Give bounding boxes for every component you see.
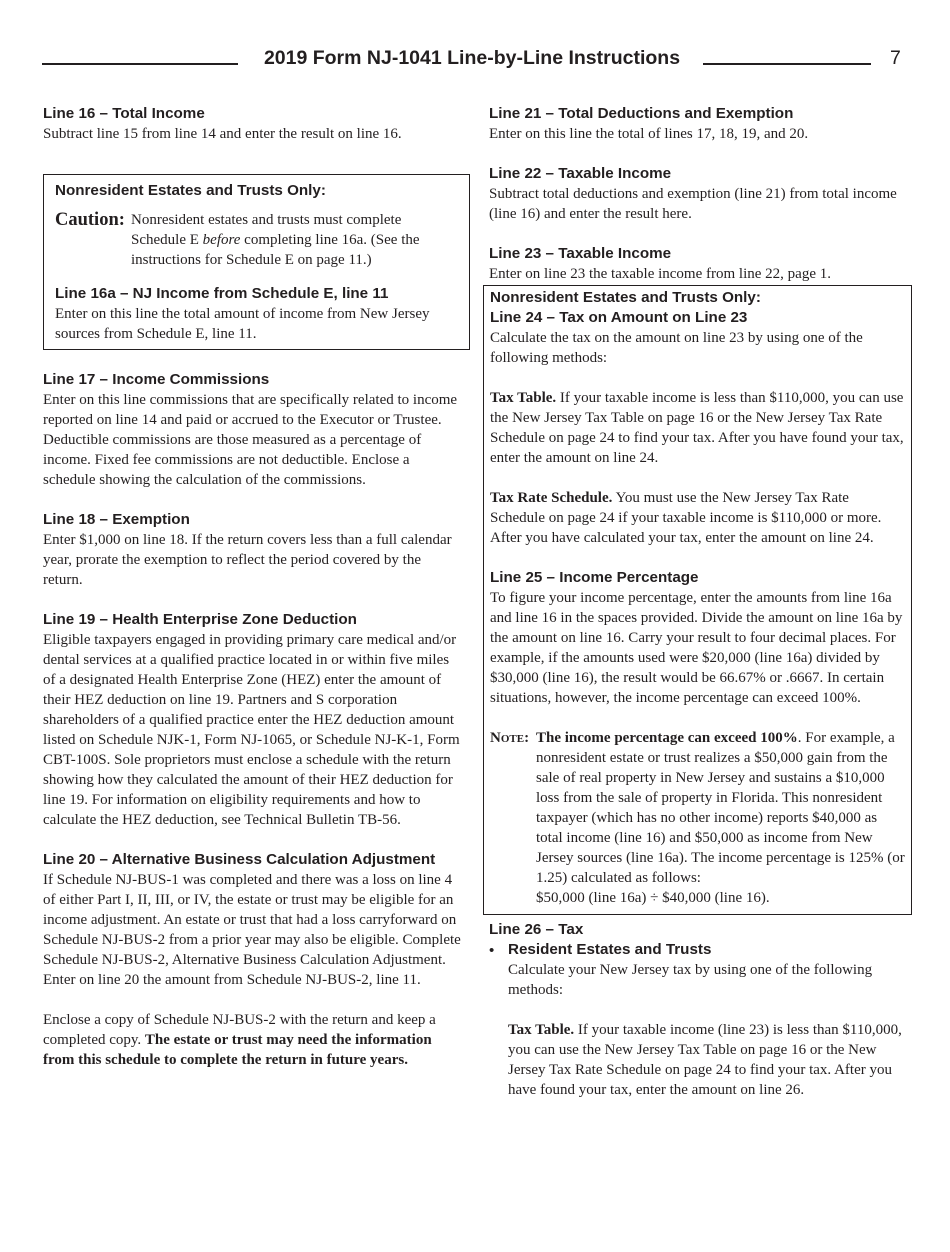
- line16a-text: Enter on this line the total amount of income from New Jersey sources from Schedule E, line 11.: [55, 306, 430, 342]
- line21-text: Enter on this line the total of lines 17, 18, 19, and 20.: [489, 126, 809, 142]
- line17-text: Enter on this line commissions that are specifically related to income reported on line 14 and paid or accrued to the Executor or Trustee. Deductible commissions are those measured as a percentage of income. Fixed fee commissions are not deductible. Enclose a schedule showing the calculation of the commissions.: [43, 392, 458, 488]
- nonresident-box-right: [483, 285, 912, 915]
- page-title: 2019 Form NJ-1041 Line-by-Line Instructions: [263, 47, 681, 69]
- box-right-heading-1: Nonresident Estates and Trusts Only:: [490, 289, 761, 306]
- line22-heading: Line 22 – Taxable Income: [489, 165, 672, 182]
- note-formula: $50,000 (line 16a) ÷ $40,000 (line 16).: [536, 890, 770, 906]
- resident-heading: Resident Estates and Trusts: [508, 941, 712, 958]
- line25-text: To figure your income percentage, enter the amounts from line 16a and line 16 in the spaces provided. Divide the amount on line 16a by the amount on line 16. Carry your result to four decimal places. For example, if the amounts used were $20,000 (line 16a) divided by $30,000 (line 16), the result would be 66.67% or .6667. In certain situations, however, the income percentage can exceed 100%.: [490, 590, 903, 706]
- section-line21: [489, 104, 912, 144]
- line22-text: Subtract total deductions and exemption (line 21) from total income (line 16) and enter the result here.: [489, 186, 897, 222]
- note-label: Note:: [490, 730, 530, 746]
- line25-heading: Line 25 – Income Percentage: [490, 569, 699, 586]
- line16-text: Subtract line 15 from line 14 and enter the result on line 16.: [43, 126, 402, 142]
- enclose-text: Enclose a copy of Schedule NJ-BUS-2 with the return and keep a completed copy. The estate or trust may need the information from this schedule to complete the return in future years.: [43, 1012, 436, 1068]
- bullet-icon: •: [489, 941, 495, 959]
- caution-label: Caution:: [55, 210, 125, 230]
- line24-tax-table: Tax Table. If your taxable income is less than $110,000, you can use the New Jersey Tax Table on page 16 or the New Jersey Tax Rate Schedule on page 24 to find your tax. After you have found your tax, enter the amount on line 24.: [490, 390, 904, 466]
- page-header: [0, 44, 950, 76]
- right-column: [489, 104, 912, 284]
- bullet-resident: [489, 940, 912, 960]
- header-rule-right: [703, 63, 871, 65]
- section-line17: [43, 370, 463, 490]
- note-block: [490, 728, 905, 908]
- line19-text: Eligible taxpayers engaged in providing primary care medical and/or dental services at a qualified practice located in or within five miles of a designated Health Enterprise Zone (HEZ) enter the amount of their HEZ deduction on line 19. Partners and S corporation shareholders of a qualified practice enter the HEZ deduction amount listed on Schedule NJK-1, Form NJ-1065, or Schedule NJ-K-1, Form CBT-100S. Sole proprietors must enclose a schedule with the return showing how they calculated the amount of their HEZ deduction for line 19. For information on eligibility requirements and how to calculate the HEZ deduction, see Technical Bulletin TB-56.: [43, 632, 460, 828]
- line20-heading: Line 20 – Alternative Business Calculation Adjustment: [43, 851, 436, 868]
- line21-heading: Line 21 – Total Deductions and Exemption: [489, 105, 794, 122]
- note-text: The income percentage can exceed 100%. For example, a nonresident estate or trust realizes a $50,000 gain from the sale of real property in New Jersey and sustains a $10,000 loss from the sale of property in Florida. This nonresident taxpayer (which has no other income) reports $40,000 as total income (line 16) and $50,000 as income from New Jersey sources (line 16a). The income percentage is 125% (or 1.25) calculated as follows: $50,000 (line 16a) ÷ $40,000 (line 16).: [536, 730, 905, 906]
- line26-intro: Calculate your New Jersey tax by using one of the following methods:: [508, 962, 873, 998]
- header-rule-left: [42, 63, 238, 65]
- line24-rate-schedule: Tax Rate Schedule. You must use the New Jersey Tax Rate Schedule on page 24 if your taxable income is $110,000 or more. After you have calculated your tax, enter the amount on line 24.: [490, 490, 882, 546]
- section-line23: [489, 244, 912, 284]
- line18-text: Enter $1,000 on line 18. If the return covers less than a full calendar year, prorate the exemption to reflect the period covered by the return.: [43, 532, 452, 588]
- left-column-lower: [43, 370, 463, 1070]
- line16a-heading: Line 16a – NJ Income from Schedule E, line 11: [55, 285, 389, 302]
- section-line20: [43, 850, 463, 990]
- line18-heading: Line 18 – Exemption: [43, 511, 190, 528]
- nonresident-box-left: [43, 174, 470, 350]
- caution-block: [55, 210, 459, 270]
- left-column: [43, 104, 463, 144]
- line26-heading: Line 26 – Tax: [489, 921, 584, 938]
- caution-text: Nonresident estates and trusts must complete Schedule E before completing line 16a. (See the instructions for Schedule E on page 11.): [131, 212, 420, 268]
- line20-text: If Schedule NJ-BUS-1 was completed and there was a loss on line 4 of either Part I, II, III, or IV, the estate or trust may be eligible for an income adjustment. An estate or trust that had a loss carryforward on Schedule NJ-BUS-2 from a prior year may also be eligible. Complete Schedule NJ-BUS-2, Alternative Business Calculation Adjustment. Enter on line 20 the amount from Schedule NJ-BUS-2, line 11.: [43, 872, 461, 988]
- line26-tax-table: Tax Table. If your taxable income (line 23) is less than $110,000, you can use the New Jersey Tax Table on page 16 or the New Jersey Tax Rate Schedule on page 24 to find your tax. After you have found your tax, enter the amount on line 26.: [508, 1022, 902, 1098]
- section-line22: [489, 164, 912, 224]
- section-line19: [43, 610, 463, 830]
- section-line16: [43, 104, 463, 144]
- line19-heading: Line 19 – Health Enterprise Zone Deduction: [43, 611, 357, 628]
- section-line18: [43, 510, 463, 590]
- line23-heading: Line 23 – Taxable Income: [489, 245, 672, 262]
- line23-text: Enter on line 23 the taxable income from line 22, page 1.: [489, 266, 831, 282]
- page-number: 7: [890, 47, 901, 69]
- line17-heading: Line 17 – Income Commissions: [43, 371, 270, 388]
- line24-heading: Line 24 – Tax on Amount on Line 23: [490, 309, 748, 326]
- section-line26: [489, 920, 912, 1100]
- line24-intro: Calculate the tax on the amount on line 23 by using one of the following methods:: [490, 330, 863, 366]
- line16-heading: Line 16 – Total Income: [43, 105, 205, 122]
- box-left-heading: Nonresident Estates and Trusts Only:: [55, 182, 326, 199]
